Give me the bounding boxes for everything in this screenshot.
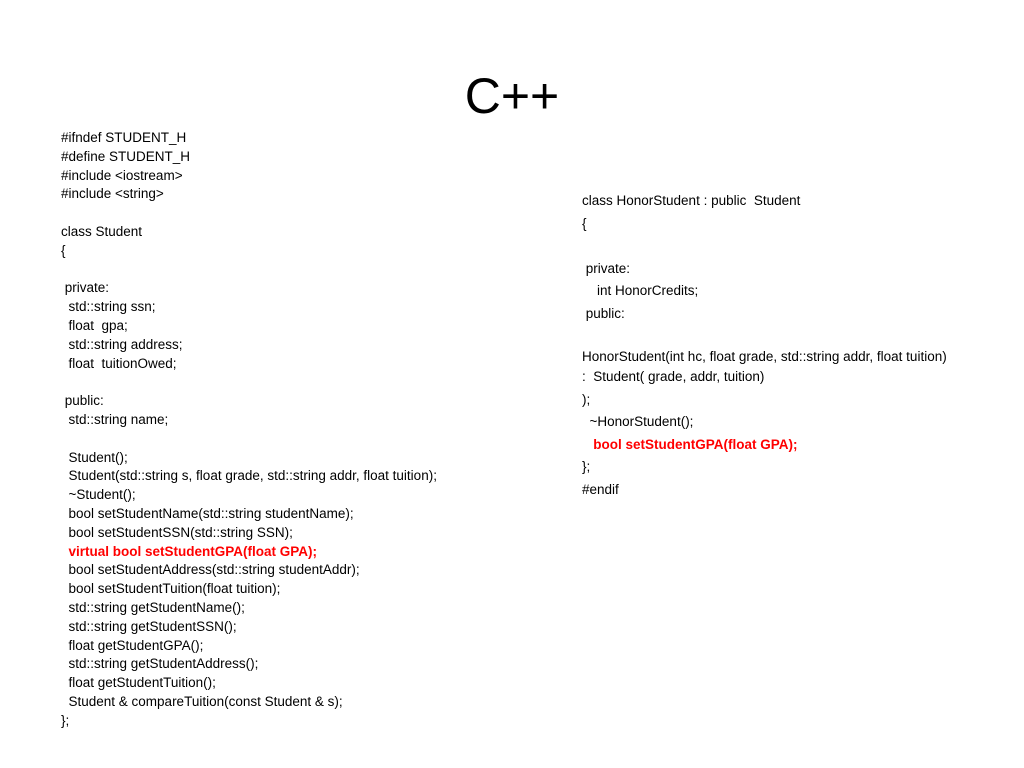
student-code-line: bool setStudentName(std::string studentName); [61, 505, 354, 521]
student-code-line: float getStudentTuition(); [61, 675, 216, 691]
honor-student-code-line: #endif [582, 481, 619, 497]
student-code-line: float tuitionOwed; [61, 355, 177, 371]
honor-student-code-line [582, 325, 1012, 348]
student-code-line: #include <string> [61, 186, 164, 202]
honor-student-code-line: public: [582, 305, 625, 321]
honor-student-code-line: int HonorCredits; [582, 283, 699, 298]
honor-student-code-highlighted-line: bool setStudentGPA(float GPA); [582, 436, 798, 452]
student-code-line: }; [61, 712, 70, 728]
student-code-line [61, 373, 531, 392]
student-code-line: public: [61, 393, 104, 409]
student-code-line: #include <iostream> [61, 167, 183, 183]
student-code-line: std::string getStudentAddress(); [61, 656, 259, 672]
honor-student-code-line: HonorStudent(int hc, float grade, std::string addr, float tuition) [582, 348, 947, 364]
honor-student-code-line: ); [582, 391, 591, 407]
student-code-line: std::string address; [61, 336, 183, 352]
student-code-line [61, 261, 531, 280]
student-code-line: #define STUDENT_H [61, 148, 191, 164]
student-code-line: #ifndef STUDENT_H [61, 130, 187, 145]
honor-student-code-line: class HonorStudent : public Student [582, 193, 801, 208]
honor-student-code-line: }; [582, 459, 591, 474]
slide-title: C++ [464, 68, 560, 124]
student-code-line: bool setStudentAddress(std::string studentAddr); [61, 562, 360, 578]
student-code-line: Student(); [61, 449, 128, 465]
student-code-line: class Student [61, 223, 143, 239]
student-code-line: bool setStudentTuition(float tuition); [61, 581, 281, 597]
student-code-line: float gpa; [61, 317, 128, 333]
student-code-line: std::string name; [61, 411, 169, 427]
honor-student-code-line: ~HonorStudent(); [582, 414, 694, 429]
honor-student-code-line: { [582, 215, 587, 231]
student-code-line: float getStudentGPA(); [61, 637, 204, 653]
student-code-line [61, 430, 531, 449]
student-class-code [61, 129, 531, 731]
student-code-line: private: [61, 280, 110, 296]
student-code-line: Student & compareTuition(const Student & s); [61, 693, 343, 709]
student-code-line: ~Student(); [61, 487, 136, 503]
honor-student-class-code [582, 190, 1012, 501]
student-code-line: bool setStudentSSN(std::string SSN); [61, 524, 293, 540]
honor-student-code-line: : Student( grade, addr, tuition) [582, 369, 765, 384]
honor-student-code-line: private: [582, 260, 631, 276]
student-code-line [61, 204, 531, 223]
student-code-line: std::string ssn; [61, 299, 156, 315]
student-code-line: Student(std::string s, float grade, std::string addr, float tuition); [61, 468, 437, 484]
honor-student-code-line [582, 235, 1012, 258]
student-code-line: std::string getStudentSSN(); [61, 618, 237, 634]
student-code-line: { [61, 242, 66, 258]
student-code-highlighted-line: virtual bool setStudentGPA(float GPA); [61, 543, 317, 559]
student-code-line: std::string getStudentName(); [61, 599, 245, 615]
